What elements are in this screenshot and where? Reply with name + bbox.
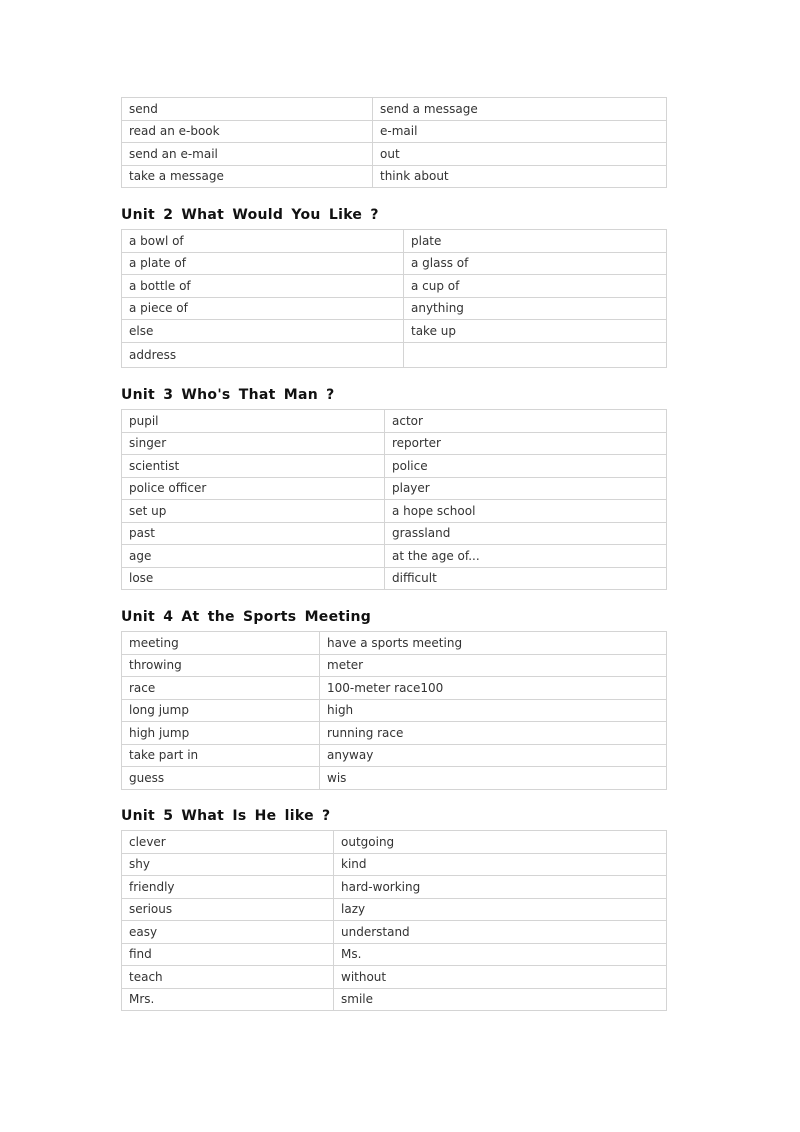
word-cell: race	[122, 677, 320, 700]
table-row	[122, 744, 667, 767]
word-cell: take part in	[122, 744, 320, 767]
unit-2-title: Unit 2 What Would You Like ?	[121, 207, 379, 223]
word-cell: plate	[404, 230, 667, 253]
unit-3-section	[121, 387, 667, 590]
table-row	[122, 297, 667, 320]
word-cell: clever	[122, 831, 334, 854]
word-cell: anything	[404, 297, 667, 320]
word-cell: meeting	[122, 632, 320, 655]
word-cell: anyway	[320, 744, 667, 767]
word-cell: player	[385, 477, 667, 500]
table-row	[122, 342, 667, 367]
word-cell: friendly	[122, 876, 334, 899]
word-cell: easy	[122, 921, 334, 944]
word-cell: pupil	[122, 410, 385, 433]
word-cell: age	[122, 545, 385, 568]
table-row	[122, 455, 667, 478]
table-row	[122, 500, 667, 523]
unit-4-section	[121, 609, 667, 790]
word-cell: find	[122, 943, 334, 966]
table-row	[122, 767, 667, 790]
word-cell: have a sports meeting	[320, 632, 667, 655]
table-row	[122, 831, 667, 854]
word-cell: set up	[122, 500, 385, 523]
word-cell: wis	[320, 767, 667, 790]
unit-5-title: Unit 5 What Is He like ?	[121, 808, 331, 824]
word-cell: teach	[122, 966, 334, 989]
table-row	[122, 522, 667, 545]
word-cell: a hope school	[385, 500, 667, 523]
table-row	[122, 853, 667, 876]
word-cell: Ms.	[334, 943, 667, 966]
vocab-table-unit-4	[121, 631, 667, 790]
word-cell: long jump	[122, 699, 320, 722]
word-cell: outgoing	[334, 831, 667, 854]
word-cell: scientist	[122, 455, 385, 478]
word-cell: without	[334, 966, 667, 989]
word-cell: police	[385, 455, 667, 478]
word-cell: out	[373, 143, 667, 166]
unit-4-title: Unit 4 At the Sports Meeting	[121, 609, 372, 625]
word-cell: difficult	[385, 567, 667, 590]
table-row	[122, 632, 667, 655]
table-row	[122, 120, 667, 143]
word-cell: send	[122, 98, 373, 121]
word-cell: a cup of	[404, 275, 667, 298]
vocab-table-unit-5	[121, 830, 667, 1011]
word-cell: hard-working	[334, 876, 667, 899]
word-cell: high jump	[122, 722, 320, 745]
table-row	[122, 545, 667, 568]
word-cell: e-mail	[373, 120, 667, 143]
word-cell: lazy	[334, 898, 667, 921]
table-row	[122, 898, 667, 921]
word-cell: grassland	[385, 522, 667, 545]
word-cell: lose	[122, 567, 385, 590]
unit-5-section	[121, 808, 667, 1011]
word-cell: police officer	[122, 477, 385, 500]
word-cell: read an e-book	[122, 120, 373, 143]
table-row	[122, 275, 667, 298]
unit-2-section	[121, 207, 667, 368]
table-row	[122, 143, 667, 166]
word-cell: guess	[122, 767, 320, 790]
table-row	[122, 410, 667, 433]
unit-1-section	[121, 97, 667, 188]
word-cell	[404, 342, 667, 367]
word-cell: reporter	[385, 432, 667, 455]
table-row	[122, 165, 667, 188]
word-cell: send a message	[373, 98, 667, 121]
word-cell: high	[320, 699, 667, 722]
word-cell: address	[122, 342, 404, 367]
word-cell: serious	[122, 898, 334, 921]
word-cell: send an e-mail	[122, 143, 373, 166]
word-cell: take a message	[122, 165, 373, 188]
word-cell: meter	[320, 654, 667, 677]
table-row	[122, 988, 667, 1011]
word-cell: running race	[320, 722, 667, 745]
word-cell: kind	[334, 853, 667, 876]
word-cell: 100-meter race100	[320, 677, 667, 700]
word-cell: Mrs.	[122, 988, 334, 1011]
word-cell: think about	[373, 165, 667, 188]
table-row	[122, 230, 667, 253]
word-cell: a plate of	[122, 252, 404, 275]
table-row	[122, 699, 667, 722]
table-row	[122, 654, 667, 677]
table-row	[122, 876, 667, 899]
table-row	[122, 722, 667, 745]
word-cell: a glass of	[404, 252, 667, 275]
table-row	[122, 677, 667, 700]
word-cell: at the age of...	[385, 545, 667, 568]
word-cell: a bowl of	[122, 230, 404, 253]
word-cell: a piece of	[122, 297, 404, 320]
vocab-table-unit-3	[121, 409, 667, 590]
word-cell: smile	[334, 988, 667, 1011]
word-cell: throwing	[122, 654, 320, 677]
word-cell: singer	[122, 432, 385, 455]
word-cell: a bottle of	[122, 275, 404, 298]
word-cell: else	[122, 320, 404, 343]
table-row	[122, 921, 667, 944]
table-row	[122, 432, 667, 455]
table-row	[122, 252, 667, 275]
vocab-table-unit-2	[121, 229, 667, 368]
table-row	[122, 567, 667, 590]
word-cell: actor	[385, 410, 667, 433]
table-row	[122, 477, 667, 500]
word-cell: understand	[334, 921, 667, 944]
table-row	[122, 943, 667, 966]
word-cell: past	[122, 522, 385, 545]
word-cell: take up	[404, 320, 667, 343]
word-cell: shy	[122, 853, 334, 876]
table-row	[122, 966, 667, 989]
table-row	[122, 98, 667, 121]
unit-3-title: Unit 3 Who's That Man ?	[121, 387, 335, 403]
table-row	[122, 320, 667, 343]
vocab-table-unit-1	[121, 97, 667, 188]
